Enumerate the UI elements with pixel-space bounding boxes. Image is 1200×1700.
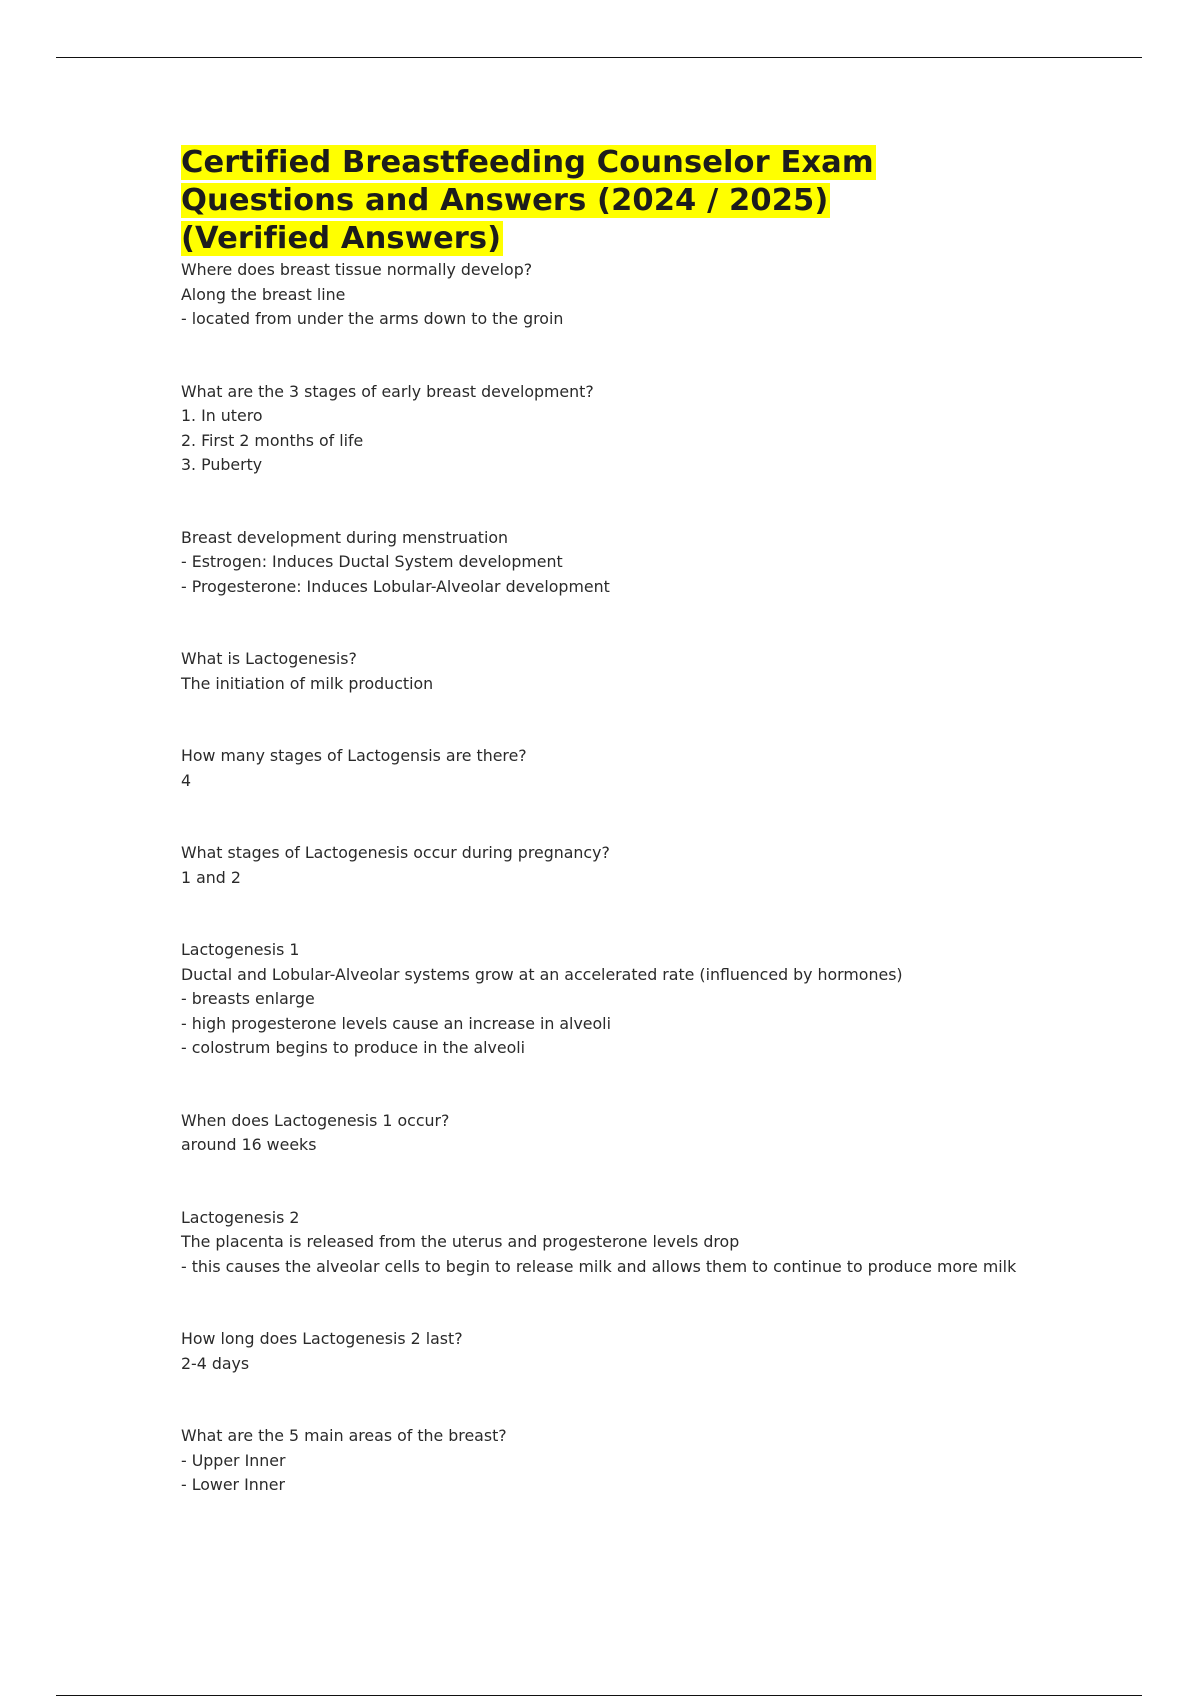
question-text: How long does Lactogenesis 2 last?	[181, 1329, 463, 1348]
document-title	[181, 144, 1041, 258]
title-line: Certified Breastfeeding Counselor Exam	[181, 145, 874, 180]
answer-text: - Estrogen: Induces Ductal System development	[181, 552, 563, 571]
question-text: Lactogenesis 2	[181, 1207, 300, 1227]
answer-text: around 16 weeks	[181, 1135, 317, 1154]
question-text: How many stages of Lactogensis are there?	[181, 746, 527, 765]
answer-text: 1. In utero	[181, 406, 263, 425]
header-rule	[56, 57, 1142, 58]
answer-text: Along the breast line	[181, 284, 346, 304]
qa-block	[181, 841, 1041, 890]
qa-block	[181, 1327, 1041, 1376]
answer-text: 3. Puberty	[181, 455, 263, 474]
qa-block	[181, 938, 1041, 1061]
question-text: What are the 5 main areas of the breast?	[181, 1426, 507, 1445]
question-text: When does Lactogenesis 1 occur?	[181, 1110, 450, 1130]
question-text: Breast development during menstruation	[181, 527, 509, 547]
answer-text: - Upper Inner	[181, 1450, 286, 1470]
qa-block	[181, 744, 1041, 793]
footer-rule	[56, 1695, 1142, 1696]
answer-text: Ductal and Lobular-Alveolar systems grow at an accelerated rate (influenced by hormones)	[181, 964, 903, 984]
answer-text: - breasts enlarge	[181, 989, 315, 1008]
question-text: Lactogenesis 1	[181, 940, 300, 959]
document-body	[181, 144, 1041, 1546]
question-text: What are the 3 stages of early breast development?	[181, 381, 594, 401]
answer-text: 2-4 days	[181, 1353, 250, 1373]
answer-text: - high progesterone levels cause an increase in alveoli	[181, 1013, 611, 1033]
answer-text: - Progesterone: Induces Lobular-Alveolar development	[181, 576, 610, 596]
qa-block	[181, 1109, 1041, 1158]
question-text: Where does breast tissue normally develop?	[181, 260, 533, 279]
answer-text: 2. First 2 months of life	[181, 430, 364, 450]
answer-text: - this causes the alveolar cells to begin to release milk and allows them to continue to produce more milk	[181, 1256, 1017, 1276]
answer-text: - colostrum begins to produce in the alveoli	[181, 1038, 526, 1057]
qa-block	[181, 1206, 1041, 1280]
answer-text: - located from under the arms down to the groin	[181, 309, 564, 328]
qa-block	[181, 258, 1041, 332]
answer-text: 1 and 2	[181, 867, 241, 887]
question-text: What is Lactogenesis?	[181, 649, 357, 668]
qa-block	[181, 647, 1041, 696]
answer-text: The placenta is released from the uterus and progesterone levels drop	[181, 1232, 740, 1251]
question-text: What stages of Lactogenesis occur during pregnancy?	[181, 843, 610, 862]
answer-text: - Lower Inner	[181, 1475, 285, 1494]
title-line: Questions and Answers (2024 / 2025)	[181, 183, 829, 218]
answer-text: 4	[181, 770, 192, 790]
qa-block	[181, 526, 1041, 600]
title-line: (Verified Answers)	[181, 221, 502, 256]
qa-block	[181, 1424, 1041, 1498]
answer-text: The initiation of milk production	[181, 673, 434, 693]
qa-block	[181, 380, 1041, 478]
